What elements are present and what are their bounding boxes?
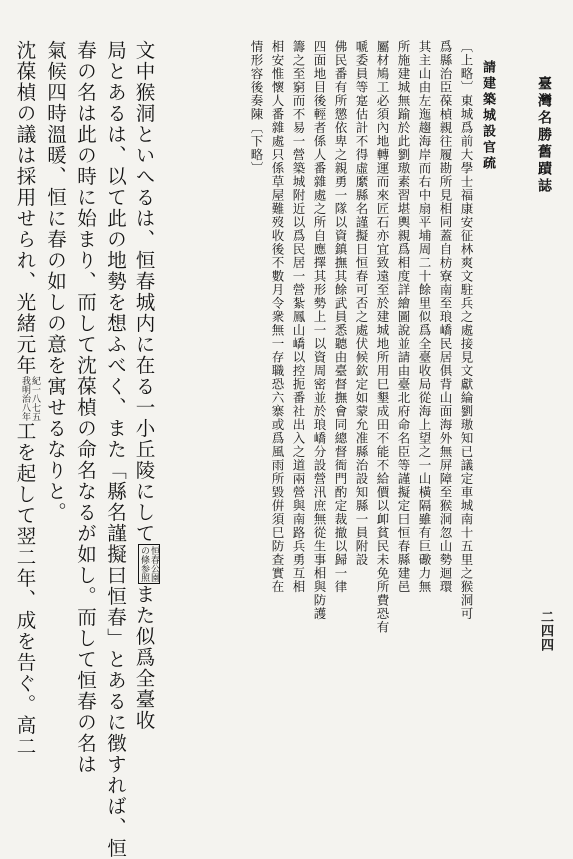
quote-line: 嗁委員等寔估計不得虛縻縣名謹擬日恒春可否之處伏候欽定如蒙允准縣治設知縣一員附設 [354, 40, 369, 567]
quote-line: 佛民番有所懲依卑之親勇一隊以資鎮撫其餘武員悉聽由臺督撫會同總督衙門酌定裁撤以歸一律 [333, 40, 348, 594]
running-title: 臺灣名勝舊蹟誌 [536, 76, 552, 195]
body-text: 沈葆楨の議は採用せられ、光緒元年 [13, 40, 37, 376]
body-text: また似爲全臺收 [132, 584, 156, 731]
body-line [41, 40, 70, 523]
body-text: 氣候四時溫暖、恒に春の如しの意を寓せるなりと。 [44, 40, 67, 523]
page-number: 二四四 [538, 610, 553, 652]
quote-line: 情形容後奏陳〔下略〕 [249, 40, 264, 175]
date-gloss [20, 376, 40, 421]
gloss-line: 我明治八年 [20, 376, 30, 421]
commentary-body [10, 40, 160, 859]
body-line [131, 40, 160, 731]
gloss-line: 紀一八七五 [30, 376, 40, 421]
body-line [11, 40, 40, 757]
quote-line: 其主山由左迤趨海岸而右中扇平埔周二十餘里似爲全臺收局從海上望之一山橫隔雖有巨礮力無 [417, 40, 432, 594]
body-text: 工を起して翌二年、成を告ぐ。高二 [13, 421, 37, 757]
quote-line: 所施建城無踰於此劉璈素習堪輿親爲相度詳繪圖說並請由臺北府命名臣等謹擬定曰恒春縣建邑 [396, 40, 411, 594]
quote-line: 〔上略〕東城爲前大學士福康安征林爽文駐兵之處接見文獻綸劉璈知已議定車城南十五里之猴洞可 [459, 40, 474, 621]
quote-line: 爲縣治臣葆楨親往履勘所見相同蓋自枋寮南至琅嶠民居俱背山面海外無屏障至猴洞忽山勢迴環 [438, 40, 453, 594]
body-text: 局とあるは、以て此の地勢を想ふべく、また「縣名謹擬曰恒春」とあるに徴すれば、恒 [104, 40, 127, 859]
boxed-note [138, 544, 160, 584]
quoted-memorial [246, 40, 498, 790]
section-title: 請建築城設官疏 [480, 60, 495, 172]
note-line: 恒春公園 [149, 546, 159, 582]
quote-line: 相安惟懷人番雜處只係草屋難歿收後不數月令衆無一存職恐六寨或爲風雨所毀倂須巳防查實在 [270, 40, 285, 594]
quote-line: 籌之至窮而不易一營築城附近以爲民居一營紮鳳山嶠以控扼番社出入之道兩營與南路兵勇互相 [291, 40, 306, 594]
note-line: の條参照 [139, 546, 149, 582]
body-line [71, 40, 100, 775]
body-line [101, 40, 130, 859]
body-text: 文中猴洞といへるは、恒春城内に在る一小丘陵にして [132, 40, 156, 544]
body-text: 春の名は此の時に始まり、而して沈葆楨の命名なるが如し。而して恒春の名は [74, 40, 97, 775]
quote-line: 屬材鳩工必須內地轉運而來匠石亦宜致遠至於建城地所用巳墾成田不能不給價以卹貧民未免所費恐有 [375, 40, 390, 634]
quote-line: 四面地目後輕者係人番雜處之所自應擇其形勢上一以資周密並於琅嶠分設營汛庶無從生事相與防護 [312, 40, 327, 621]
